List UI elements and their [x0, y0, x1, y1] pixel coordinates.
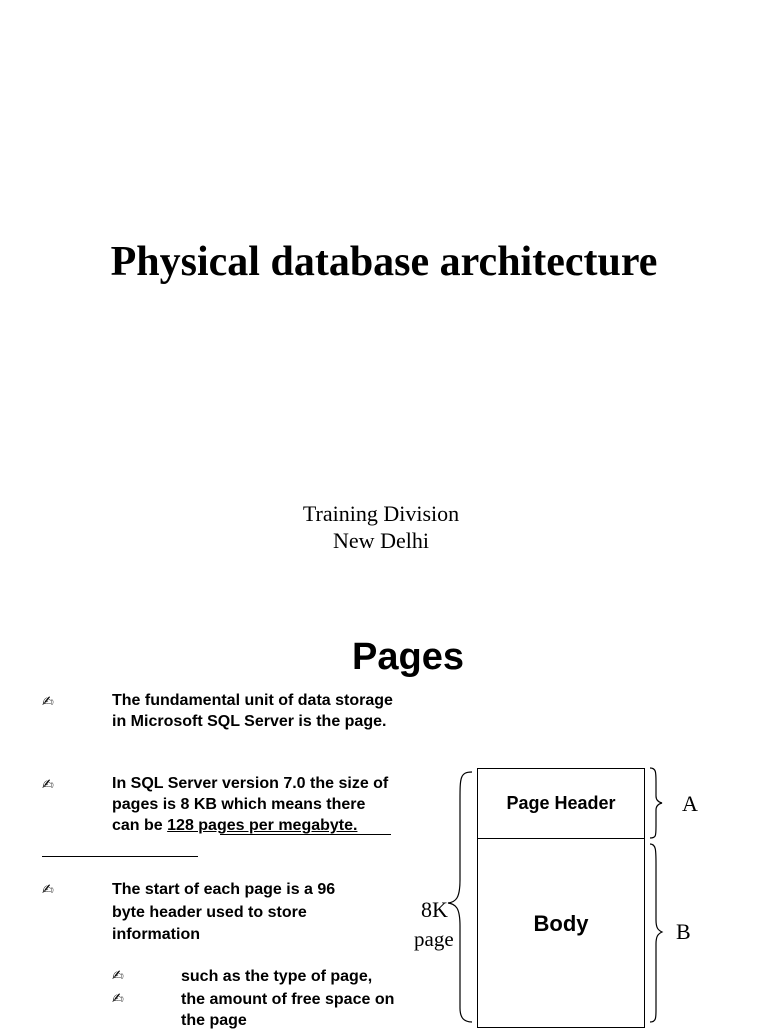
- sub-bullet-page-type: such as the type of page,: [181, 968, 373, 985]
- bullet-page-size-text: In SQL Server version 7.0 the size of pages is 8 KB which means there can be: [112, 775, 389, 834]
- underline-rule: [42, 856, 198, 857]
- page-size-label: 8K: [421, 897, 448, 922]
- bullet-page-size-underlined: 128 pages per megabyte.: [167, 817, 358, 834]
- page-header-label: Page Header: [506, 793, 616, 813]
- bullet-page-size: [112, 773, 397, 836]
- bullet-fundamental-unit: The fundamental unit of data storage in Microsoft SQL Server is the page.: [112, 692, 393, 730]
- writing-hand-icon: ✍: [112, 968, 124, 984]
- page-body-label: Body: [533, 911, 589, 936]
- pages-heading: Pages: [352, 636, 464, 678]
- left-brace: [440, 760, 480, 1024]
- slide-title: Physical database architecture: [110, 239, 658, 285]
- writing-hand-icon: ✍: [112, 991, 124, 1007]
- right-brace-body: [648, 840, 672, 1024]
- writing-hand-icon: ✍: [42, 694, 54, 710]
- org-location: New Delhi: [333, 528, 429, 553]
- brace-b-label: B: [676, 919, 691, 944]
- page-size-unit-label: page: [414, 927, 454, 951]
- writing-hand-icon: ✍: [42, 777, 54, 793]
- sub-bullet-free-space: the amount of free space on the page: [181, 991, 395, 1029]
- underline-rule: [220, 834, 391, 835]
- right-brace-header: [648, 764, 672, 846]
- brace-a-label: A: [682, 791, 698, 816]
- page-header-box: [477, 768, 645, 839]
- page-body-box: [477, 838, 645, 1028]
- org-name: Training Division: [302, 501, 460, 526]
- bullet-page-header: The start of each page is a 96 byte header used to store information: [112, 881, 336, 943]
- writing-hand-icon: ✍: [42, 882, 54, 898]
